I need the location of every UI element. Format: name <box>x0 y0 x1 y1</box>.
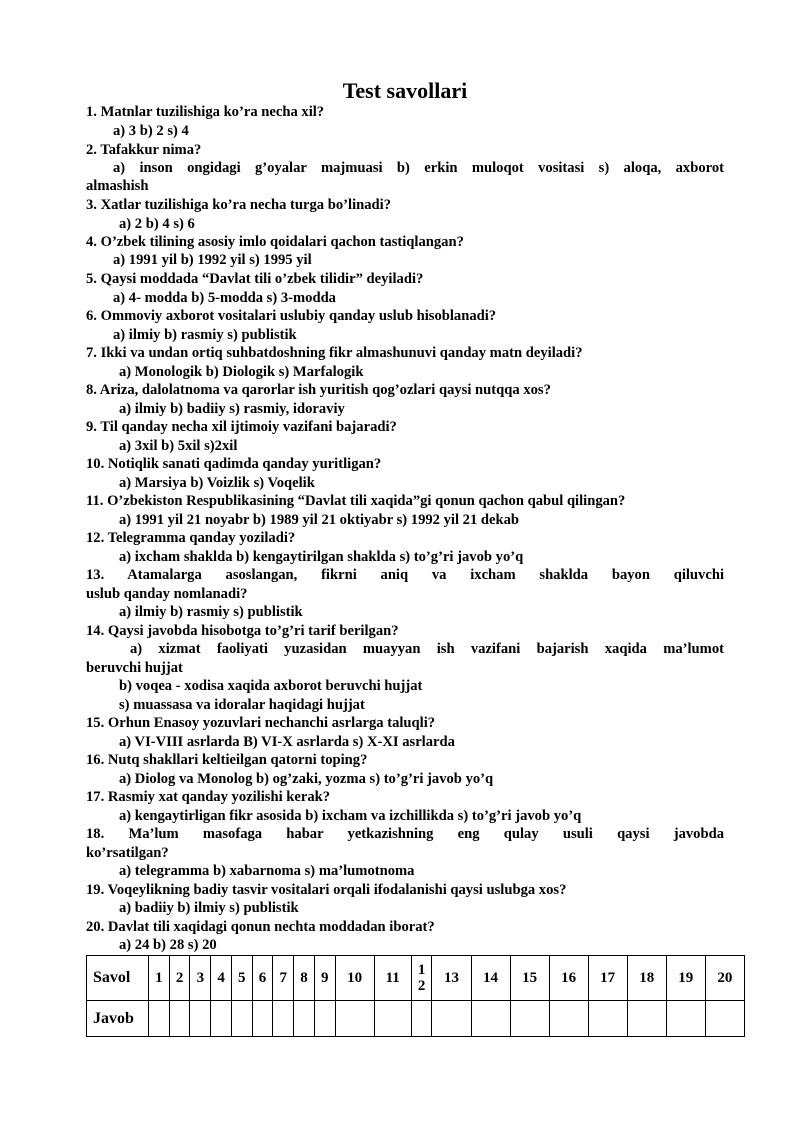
answer-table <box>86 955 745 1037</box>
question-11: 11. O’zbekiston Respublikasining “Davlat tili xaqida”gi qonun qachon qabul qilingan? <box>86 493 626 509</box>
answers-15: a) VI-VIII asrlarda B) VI-X asrlarda s) X-XI asrlarda <box>119 734 455 750</box>
question-number-cell: 9 <box>314 956 335 1001</box>
answer-cell[interactable] <box>471 1001 510 1037</box>
answer-cell[interactable] <box>705 1001 744 1037</box>
question-number-cell: 15 <box>510 956 549 1001</box>
question-number-cell: 8 <box>294 956 315 1001</box>
answers-2-cont: almashish <box>86 178 149 194</box>
question-10: 10. Notiqlik sanati qadimda qanday yuritligan? <box>86 456 382 472</box>
answer-14a: a) xizmat faoliyati yuzasidan muayyan ish vazifani bajarish xaqida ma’lumot <box>130 641 724 657</box>
question-16: 16. Nutq shakllari keltieilgan qatorni toping? <box>86 752 368 768</box>
question-6: 6. Ommoviy axborot vositalari uslubiy qanday uslub hisoblanadi? <box>86 308 497 324</box>
answer-cell[interactable] <box>231 1001 252 1037</box>
question-number-cell: 1 2 <box>411 956 432 1001</box>
answer-row <box>87 1001 745 1037</box>
answer-cell[interactable] <box>411 1001 432 1037</box>
answers-10: a) Marsiya b) Voizlik s) Voqelik <box>119 475 315 491</box>
answers-1: a) 3 b) 2 s) 4 <box>113 123 189 139</box>
question-14: 14. Qaysi javobda hisobotga to’g’ri tarif berilgan? <box>86 623 399 639</box>
answers-11: a) 1991 yil 21 noyabr b) 1989 yil 21 oktiyabr s) 1992 yil 21 dekab <box>119 512 520 528</box>
question-8: 8. Ariza, dalolatnoma va qarorlar ish yuritish qog’ozlari qaysi nutqqa xos? <box>86 382 551 398</box>
question-number-cell: 19 <box>666 956 705 1001</box>
answers-16: a) Diolog va Monolog b) og’zaki, yozma s) to’g’ri javob yo’q <box>119 771 494 787</box>
answer-cell[interactable] <box>666 1001 705 1037</box>
question-number-cell: 5 <box>231 956 252 1001</box>
question-19: 19. Voqeylikning badiy tasvir vositalari orqali ifodalanishi qaysi uslubga xos? <box>86 882 567 898</box>
page-title: Test savollari <box>342 78 468 103</box>
answers-9: a) 3xil b) 5xil s)2xil <box>119 438 238 454</box>
question-2: 2. Tafakkur nima? <box>86 142 202 158</box>
answer-cell[interactable] <box>273 1001 294 1037</box>
question-9: 9. Til qanday necha xil ijtimoiy vazifani bajaradi? <box>86 419 397 435</box>
answer-cell[interactable] <box>314 1001 335 1037</box>
question-17: 17. Rasmiy xat qanday yozilishi kerak? <box>86 789 331 805</box>
question-15: 15. Orhun Enasoy yozuvlari nechanchi asrlarga taluqli? <box>86 715 436 731</box>
answers-7: a) Monologik b) Diologik s) Marfalogik <box>119 364 364 380</box>
answers-4: a) 1991 yil b) 1992 yil s) 1995 yil <box>113 252 312 268</box>
answers-12: a) ixcham shaklda b) kengaytirilgan shaklda s) to’g’ri javob yo’q <box>119 549 524 565</box>
question-20: 20. Davlat tili xaqidagi qonun nechta moddadan iborat? <box>86 919 435 935</box>
question-number-cell: 17 <box>588 956 627 1001</box>
question-4: 4. O’zbek tilining asosiy imlo qoidalari qachon tastiqlangan? <box>86 234 464 250</box>
question-12: 12. Telegramma qanday yoziladi? <box>86 530 296 546</box>
question-number-row <box>87 956 745 1001</box>
question-13-cont: uslub qanday nomlanadi? <box>86 586 248 602</box>
answer-cell[interactable] <box>510 1001 549 1037</box>
savol-header: Savol <box>87 956 149 1001</box>
answers-5: a) 4- modda b) 5-modda s) 3-modda <box>113 290 336 306</box>
question-number-cell: 14 <box>471 956 510 1001</box>
answer-cell[interactable] <box>335 1001 374 1037</box>
answers-20: a) 24 b) 28 s) 20 <box>119 937 217 953</box>
question-number-cell: 1 <box>149 956 170 1001</box>
answers-19: a) badiiy b) ilmiy s) publistik <box>119 900 299 916</box>
answer-cell[interactable] <box>374 1001 411 1037</box>
question-number-cell: 16 <box>549 956 588 1001</box>
question-13: 13. Atamalarga asoslangan, fikrni aniq va ixcham shaklda bayon qiluvchi <box>86 567 724 583</box>
question-number-cell: 2 <box>169 956 190 1001</box>
answers-3: a) 2 b) 4 s) 6 <box>119 216 195 232</box>
question-number-cell: 11 <box>374 956 411 1001</box>
question-1: 1. Matnlar tuzilishiga ko’ra necha xil? <box>86 104 325 120</box>
answer-cell[interactable] <box>211 1001 232 1037</box>
answer-cell[interactable] <box>149 1001 170 1037</box>
answer-cell[interactable] <box>252 1001 273 1037</box>
question-number-cell: 10 <box>335 956 374 1001</box>
question-3: 3. Xatlar tuzilishiga ko’ra necha turga bo’linadi? <box>86 197 392 213</box>
answers-6: a) ilmiy b) rasmiy s) publistik <box>113 327 297 343</box>
answer-14s: s) muassasa va idoralar haqidagi hujjat <box>119 697 365 713</box>
answers-2: a) inson ongidagi g’oyalar majmuasi b) erkin muloqot vositasi s) aloqa, axborot <box>113 160 724 176</box>
question-7: 7. Ikki va undan ortiq suhbatdoshning fikr almashunuvi qanday matn deyiladi? <box>86 345 583 361</box>
answers-18: a) telegramma b) xabarnoma s) ma’lumotnoma <box>119 863 415 879</box>
answer-cell[interactable] <box>190 1001 211 1037</box>
question-number-cell: 4 <box>211 956 232 1001</box>
question-number-cell: 13 <box>432 956 471 1001</box>
question-number-cell: 6 <box>252 956 273 1001</box>
answer-cell[interactable] <box>627 1001 666 1037</box>
question-number-cell: 18 <box>627 956 666 1001</box>
answer-14a-cont: beruvchi hujjat <box>86 660 183 676</box>
question-5: 5. Qaysi moddada “Davlat tili o’zbek tilidir” deyiladi? <box>86 271 424 287</box>
question-number-cell: 20 <box>705 956 744 1001</box>
answer-cell[interactable] <box>549 1001 588 1037</box>
answers-8: a) ilmiy b) badiiy s) rasmiy, idoraviy <box>119 401 345 417</box>
answers-17: a) kengaytirligan fikr asosida b) ixcham va izchillikda s) to’g’ri javob yo’q <box>119 808 582 824</box>
answer-cell[interactable] <box>432 1001 471 1037</box>
javob-header: Javob <box>87 1001 149 1037</box>
answer-cell[interactable] <box>294 1001 315 1037</box>
answer-cell[interactable] <box>169 1001 190 1037</box>
question-number-cell: 3 <box>190 956 211 1001</box>
question-18-cont: ko’rsatilgan? <box>86 845 169 861</box>
question-18: 18. Ma’lum masofaga habar yetkazishning eng qulay usuli qaysi javobda <box>86 826 724 842</box>
question-number-cell: 7 <box>273 956 294 1001</box>
answer-14b: b) voqea - xodisa xaqida axborot beruvchi hujjat <box>119 678 423 694</box>
answers-13: a) ilmiy b) rasmiy s) publistik <box>119 604 303 620</box>
answer-cell[interactable] <box>588 1001 627 1037</box>
